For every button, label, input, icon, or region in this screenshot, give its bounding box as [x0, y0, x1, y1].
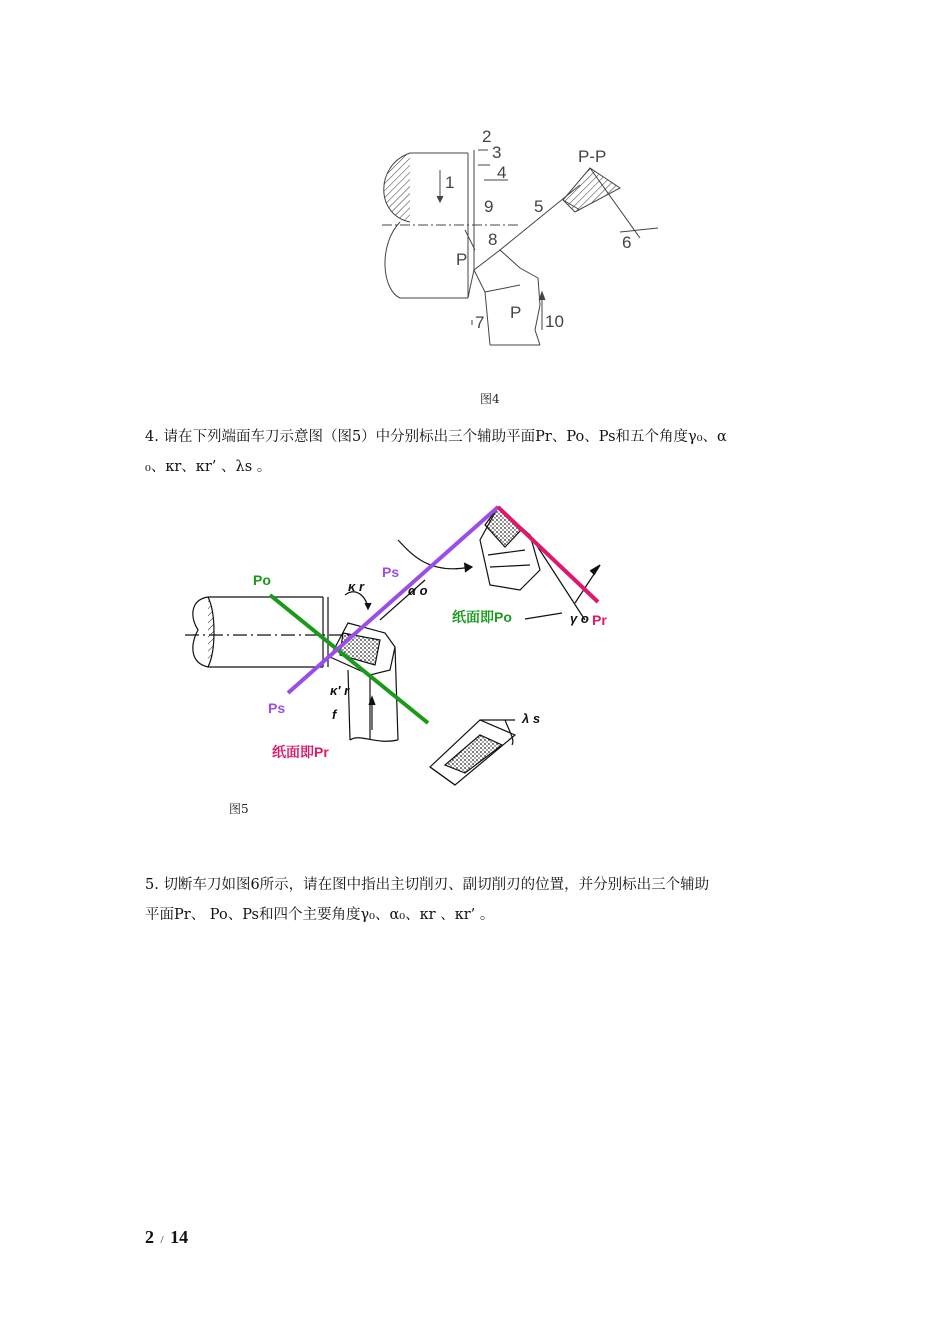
page-total: 14: [170, 1227, 189, 1247]
fig4-p-left: P: [456, 250, 468, 269]
question-5-line-2: 平面Pr、 Po、Ps和四个主要角度γ₀、α₀、κr 、κr’ 。: [145, 907, 495, 923]
question-4-line-2: ₀、κr、κr’ 、λs 。: [145, 459, 272, 475]
question-5: [145, 870, 825, 930]
fig4-label-1: 1: [445, 173, 455, 192]
label-alpha-o: α o: [408, 583, 428, 598]
label-po: Po: [253, 572, 271, 588]
figure-5: [180, 495, 630, 790]
figure-5-drawing: [180, 495, 630, 790]
pr-plane-line: [498, 507, 598, 602]
question-4-line-1: 4. 请在下列端面车刀示意图（图5）中分别标出三个辅助平面Pr、Po、Ps和五个角度γ₀、α: [145, 429, 727, 445]
fig4-p-bottom: P: [510, 303, 522, 322]
fig4-label-5: 5: [534, 197, 544, 216]
ps-plane-line: [288, 507, 498, 693]
figure-4: [370, 120, 670, 350]
label-pr: Pr: [592, 612, 607, 628]
question-5-line-1: 5. 切断车刀如图6所示，请在图中指出主切削刃、副切削刃的位置，并分别标出三个辅助: [145, 877, 710, 893]
page-number: [145, 1227, 188, 1248]
page-current: 2: [145, 1227, 154, 1247]
label-paper-po: 纸面即Po: [452, 609, 512, 625]
figure-4-drawing: [370, 120, 670, 350]
fig4-label-2: 2: [482, 127, 492, 146]
label-kappa-r: κ r: [348, 579, 365, 594]
label-ps-top: Ps: [382, 564, 400, 580]
fig4-label-3: 3: [492, 143, 502, 162]
label-kappa-r-prime: κ′ r: [330, 683, 350, 698]
question-4: [145, 422, 825, 482]
fig4-section-label: P-P: [578, 147, 607, 166]
fig4-label-8: 8: [488, 230, 498, 249]
figure-5-caption: 图5: [229, 802, 249, 816]
fig4-label-4: 4: [497, 163, 507, 182]
label-feed: f: [332, 707, 337, 722]
fig4-label-9: 9: [484, 197, 494, 216]
page-separator: /: [160, 1234, 164, 1246]
fig4-label-10: 10: [545, 312, 564, 331]
label-lambda-s: λ s: [522, 711, 541, 726]
label-ps-bottom: Ps: [268, 700, 286, 716]
figure-4-caption: 图4: [480, 392, 500, 406]
fig4-label-7: 7: [475, 313, 485, 332]
fig4-label-6: 6: [622, 233, 632, 252]
label-gamma-o: γ o: [570, 611, 589, 626]
label-paper-pr: 纸面即Pr: [272, 744, 329, 760]
